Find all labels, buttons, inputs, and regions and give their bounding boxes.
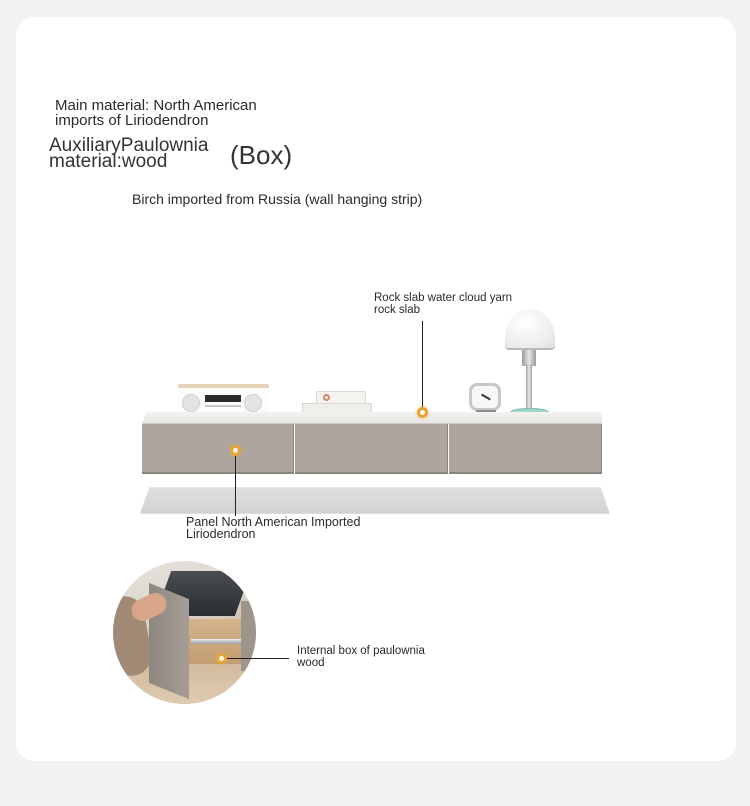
main-material-line2: imports of Liriodendron <box>55 112 209 129</box>
panel-leader-line <box>235 456 236 516</box>
drawer-detail-image <box>113 561 256 704</box>
detail-cabinet-side <box>241 601 256 671</box>
rock-slab-top <box>142 412 602 424</box>
panel-label <box>186 516 360 540</box>
detail-slide-rail <box>191 639 243 644</box>
clock-hand-icon <box>481 394 490 400</box>
auxiliary-material-label <box>49 135 209 172</box>
speaker-left-icon <box>182 394 200 412</box>
drawer-front-2 <box>295 424 448 474</box>
auxiliary-line2: material:wood <box>49 151 168 172</box>
drawer-front-1 <box>142 424 294 474</box>
cabinet-shadow <box>140 487 610 514</box>
auxiliary-line1: AuxiliaryPaulownia <box>49 135 209 156</box>
rock-slab-marker-icon <box>417 407 428 418</box>
box-label: (Box) <box>230 140 293 170</box>
main-material-label <box>55 98 257 128</box>
drawer-front-3 <box>449 424 602 474</box>
internal-box-leader-line <box>227 658 289 659</box>
panel-line2: Liriodendron <box>186 527 256 541</box>
alarm-clock-image <box>469 383 501 411</box>
internal-box-label <box>297 645 425 669</box>
rock-slab-label <box>374 292 512 316</box>
panel-marker-icon <box>230 445 241 456</box>
speaker-right-icon <box>244 394 262 412</box>
panel-line1: Panel North American Imported <box>186 515 361 529</box>
main-material-line1: Main material: North American <box>55 97 257 114</box>
radio-display <box>205 395 241 402</box>
birch-label: Birch imported from Russia (wall hanging strip) <box>132 191 423 207</box>
internal-box-marker-icon <box>216 653 227 664</box>
book-top-image <box>316 391 366 404</box>
book-emblem-icon <box>323 394 330 401</box>
internal-box-line2: wood <box>297 657 325 669</box>
rock-slab-leader-line <box>422 321 423 408</box>
lamp-stem <box>526 364 532 409</box>
rock-slab-line1: Rock slab water cloud yarn <box>374 292 513 304</box>
rock-slab-line2: rock slab <box>374 304 421 316</box>
internal-box-line1: Internal box of paulownia <box>297 645 425 657</box>
radio-cd-slot <box>205 405 241 407</box>
